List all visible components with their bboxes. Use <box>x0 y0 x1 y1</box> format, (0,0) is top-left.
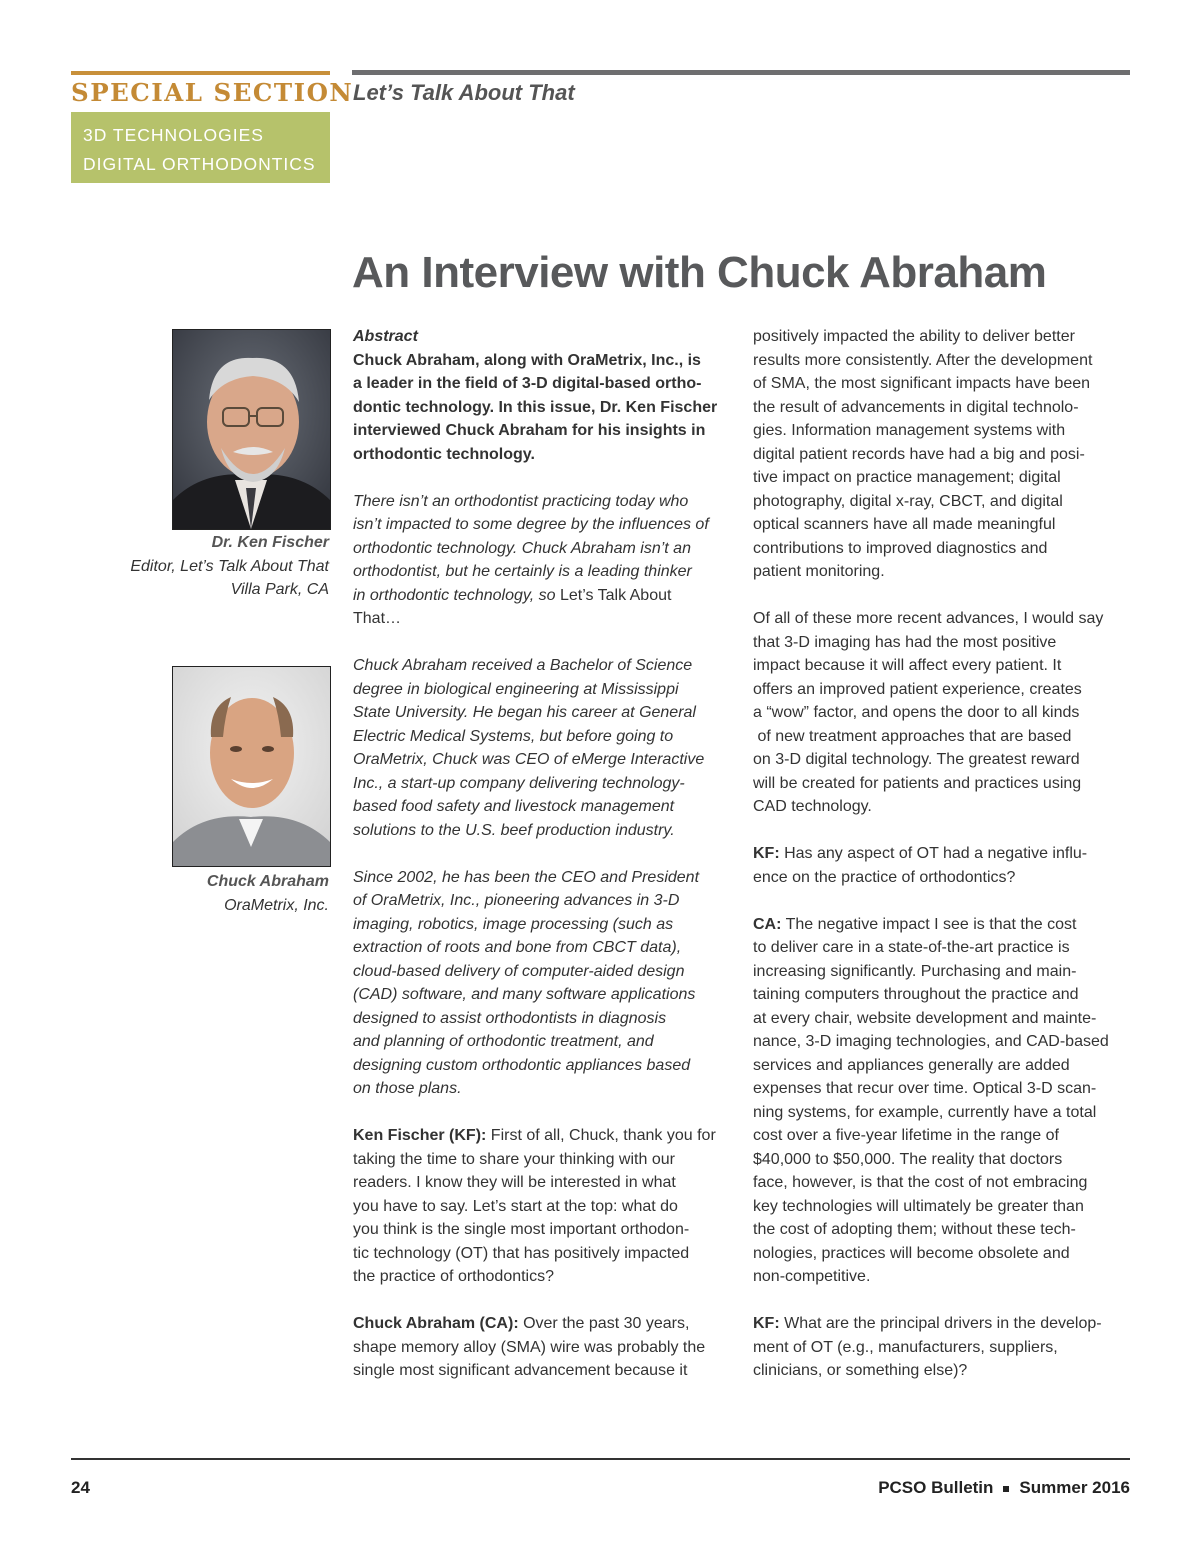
text-line: CAD technology. <box>753 798 872 815</box>
subject-line-2: DIGITAL ORTHODONTICS <box>83 154 316 174</box>
text-line: offers an improved patient experience, creates <box>753 680 1082 698</box>
ca-answer-1 <box>353 1312 733 1383</box>
bio-line: based food safety and livestock management <box>353 798 675 815</box>
ca-line: key technologies will ultimately be greater than <box>753 1197 1084 1215</box>
ca-line: to deliver care in a state-of-the-art practice is <box>753 939 1070 956</box>
intro-line: There isn’t an orthodontist practicing today who <box>353 492 689 510</box>
text-line: positively impacted the ability to deliver better <box>753 328 1075 345</box>
ca-line: ning systems, for example, currently have a total <box>753 1103 1097 1121</box>
kf-question-2 <box>753 842 1138 889</box>
page-number: 24 <box>71 1478 90 1497</box>
footer-publication <box>878 1478 1130 1498</box>
caption-name: Dr. Ken Fischer <box>211 534 329 551</box>
ca-line: services and appliances generally are added <box>753 1056 1070 1074</box>
speaker-label: KF: <box>753 1315 780 1332</box>
bio-line: OraMetrix, Chuck was CEO of eMerge Interactive <box>353 751 705 768</box>
ca-answer-2 <box>753 913 1138 1289</box>
kf-question-1 <box>353 1124 733 1289</box>
abstract-line: interviewed Chuck Abraham for his insights in <box>353 422 706 439</box>
speaker-label: Chuck Abraham (CA): <box>353 1315 519 1332</box>
intro-paragraph <box>353 490 733 631</box>
text-line: optical scanners have all made meaningful <box>753 516 1056 533</box>
bio-line: State University. He began his career at General <box>353 704 696 721</box>
intro-italic: in orthodontic technology, so <box>353 586 556 604</box>
bio-line: imaging, robotics, image processing (such as <box>353 915 674 933</box>
abstract-line: Chuck Abraham, along with OraMetrix, Inc., is <box>353 351 701 369</box>
portrait-ken-fischer <box>173 330 330 529</box>
bio-line: on those plans. <box>353 1080 462 1097</box>
subject-line-1: 3D TECHNOLOGIES <box>83 125 264 145</box>
bio-line: designed to assist orthodontists in diagnosis <box>353 1009 667 1027</box>
bio-line: extraction of roots and bone from CBCT data), <box>353 939 682 956</box>
text-line: a “wow” factor, and opens the door to all kinds <box>753 704 1080 721</box>
caption-role: Editor, Let’s Talk About That <box>130 557 329 575</box>
bio-line: (CAD) software, and many software applications <box>353 986 696 1003</box>
bio-line: and planning of orthodontic treatment, and <box>353 1033 654 1050</box>
ca-first-line <box>353 1312 733 1336</box>
ca-line: non-competitive. <box>753 1268 871 1285</box>
text-line: gies. Information management systems with <box>753 422 1066 439</box>
ca-first-line <box>753 913 1138 937</box>
kf-line: taking the time to share your thinking with our <box>353 1150 675 1168</box>
intro-end: That… <box>353 610 402 627</box>
portrait-chuck-abraham <box>173 667 330 866</box>
kf-line: ment of OT (e.g., manufacturers, suppliers, <box>753 1338 1058 1356</box>
text-column-2 <box>753 325 1138 1383</box>
bio-paragraph-2 <box>353 866 733 1101</box>
special-section-label: SPECIAL SECTION <box>71 78 354 107</box>
text-line: the result of advancements in digital technolo- <box>753 398 1079 416</box>
answer-paragraph-2 <box>753 607 1138 819</box>
bio-line: solutions to the U.S. beef production industry. <box>353 821 675 839</box>
ca-first-text: The negative impact I see is that the cost <box>781 915 1077 933</box>
kf-question-3 <box>753 1312 1138 1383</box>
answer-continued <box>753 325 1138 584</box>
kf-line: you have to say. Let’s start at the top: what do <box>353 1197 678 1215</box>
intro-line-last <box>353 584 733 608</box>
article-title: An Interview with Chuck Abraham <box>352 248 1047 297</box>
kf-first-text: First of all, Chuck, thank you for <box>486 1127 716 1144</box>
ca-line: shape memory alloy (SMA) wire was probably the <box>353 1338 706 1356</box>
text-line: of new treatment approaches that are based <box>753 727 1072 745</box>
subject-box <box>71 112 330 183</box>
kf-first-line <box>753 842 1138 866</box>
text-line: patient monitoring. <box>753 563 885 580</box>
abstract-label: Abstract <box>353 328 418 345</box>
kf-first-text: What are the principal drivers in the develop- <box>779 1315 1102 1332</box>
caption-ken-fischer <box>60 531 329 602</box>
bio-paragraph-1 <box>353 654 733 842</box>
text-line: impact because it will affect every patient. It <box>753 657 1062 674</box>
text-line: of SMA, the most significant impacts have been <box>753 375 1091 392</box>
section-title: Let’s Talk About That <box>353 80 575 105</box>
header-rule-left <box>71 71 330 75</box>
text-line: contributions to improved diagnostics and <box>753 539 1048 557</box>
text-line: photography, digital x-ray, CBCT, and digital <box>753 492 1063 510</box>
abstract-line: orthodontic technology. <box>353 445 535 463</box>
kf-line: you think is the single most important orthodon- <box>353 1221 690 1238</box>
caption-company: OraMetrix, Inc. <box>224 896 329 914</box>
publication-name: PCSO Bulletin <box>878 1478 994 1497</box>
kf-line: clinicians, or something else)? <box>753 1362 968 1379</box>
issue-date: Summer 2016 <box>1019 1478 1130 1497</box>
kf-first-line <box>753 1312 1138 1336</box>
footer-rule <box>71 1458 1130 1460</box>
square-bullet-icon <box>1003 1486 1009 1492</box>
ca-line: the cost of adopting them; without these tech- <box>753 1221 1076 1238</box>
text-line: Of all of these more recent advances, I would say <box>753 610 1104 627</box>
intro-line: orthodontist, but he certainly is a leading thinker <box>353 563 692 580</box>
text-column-1 <box>353 325 733 1383</box>
photo-chuck-abraham <box>172 666 331 867</box>
ca-line: taining computers throughout the practice and <box>753 986 1079 1003</box>
intro-line: orthodontic technology. Chuck Abraham isn’t an <box>353 539 691 557</box>
text-line: digital patient records have had a big and posi- <box>753 445 1085 463</box>
ca-line: cost over a five-year lifetime in the range of <box>753 1127 1059 1144</box>
header-rule-right <box>352 70 1130 75</box>
speaker-label: CA: <box>753 915 782 933</box>
bio-line: degree in biological engineering at Mississippi <box>353 680 679 698</box>
kf-line: ence on the practice of orthodontics? <box>753 868 1016 886</box>
kf-first-text: Has any aspect of OT had a negative influ- <box>779 845 1088 862</box>
caption-location: Villa Park, CA <box>230 581 329 598</box>
intro-line: isn’t impacted to some degree by the influences of <box>353 516 709 533</box>
bio-line: Inc., a start-up company delivering technology- <box>353 774 685 792</box>
abstract-text <box>353 349 733 467</box>
bio-line: Chuck Abraham received a Bachelor of Science <box>353 657 693 674</box>
bio-line: Electric Medical Systems, but before going to <box>353 727 674 745</box>
ca-line: increasing significantly. Purchasing and main- <box>753 962 1077 980</box>
text-line: will be created for patients and practices using <box>753 774 1082 792</box>
text-line: results more consistently. After the development <box>753 351 1093 369</box>
kf-line: tic technology (OT) that has positively impacted <box>353 1244 690 1262</box>
ca-line: nologies, practices will become obsolete and <box>753 1244 1070 1262</box>
text-line: tive impact on practice management; digital <box>753 469 1061 486</box>
speaker-label: Ken Fischer (KF): <box>353 1127 487 1144</box>
ca-line: at every chair, website development and mainte- <box>753 1009 1097 1027</box>
ca-line: face, however, is that the cost of not embracing <box>753 1174 1088 1191</box>
kf-first-line <box>353 1124 733 1148</box>
caption-name: Chuck Abraham <box>206 873 329 890</box>
text-line: that 3-D imaging has had the most positive <box>753 633 1057 651</box>
abstract-line: dontic technology. In this issue, Dr. Ken Fischer <box>353 398 718 416</box>
intro-column-name: Let’s Talk About <box>555 586 672 604</box>
bio-line: cloud-based delivery of computer-aided design <box>353 962 685 980</box>
speaker-label: KF: <box>753 845 780 862</box>
ca-first-text: Over the past 30 years, <box>518 1315 690 1332</box>
bio-line: designing custom orthodontic appliances based <box>353 1056 691 1074</box>
photo-ken-fischer <box>172 329 331 530</box>
ca-line: nance, 3-D imaging technologies, and CAD-based <box>753 1033 1109 1050</box>
caption-chuck-abraham <box>60 870 329 917</box>
ca-line: $40,000 to $50,000. The reality that doctors <box>753 1150 1063 1168</box>
bio-line: of OraMetrix, Inc., pioneering advances in 3-D <box>353 892 680 909</box>
kf-line: readers. I know they will be interested in what <box>353 1174 676 1191</box>
ca-line: expenses that recur over time. Optical 3-D scan- <box>753 1080 1097 1097</box>
ca-line: single most significant advancement because it <box>353 1362 688 1379</box>
bio-line: Since 2002, he has been the CEO and President <box>353 868 700 886</box>
abstract-line: a leader in the field of 3-D digital-based ortho- <box>353 375 702 392</box>
kf-line: the practice of orthodontics? <box>353 1268 555 1285</box>
text-line: on 3-D digital technology. The greatest reward <box>753 751 1080 768</box>
